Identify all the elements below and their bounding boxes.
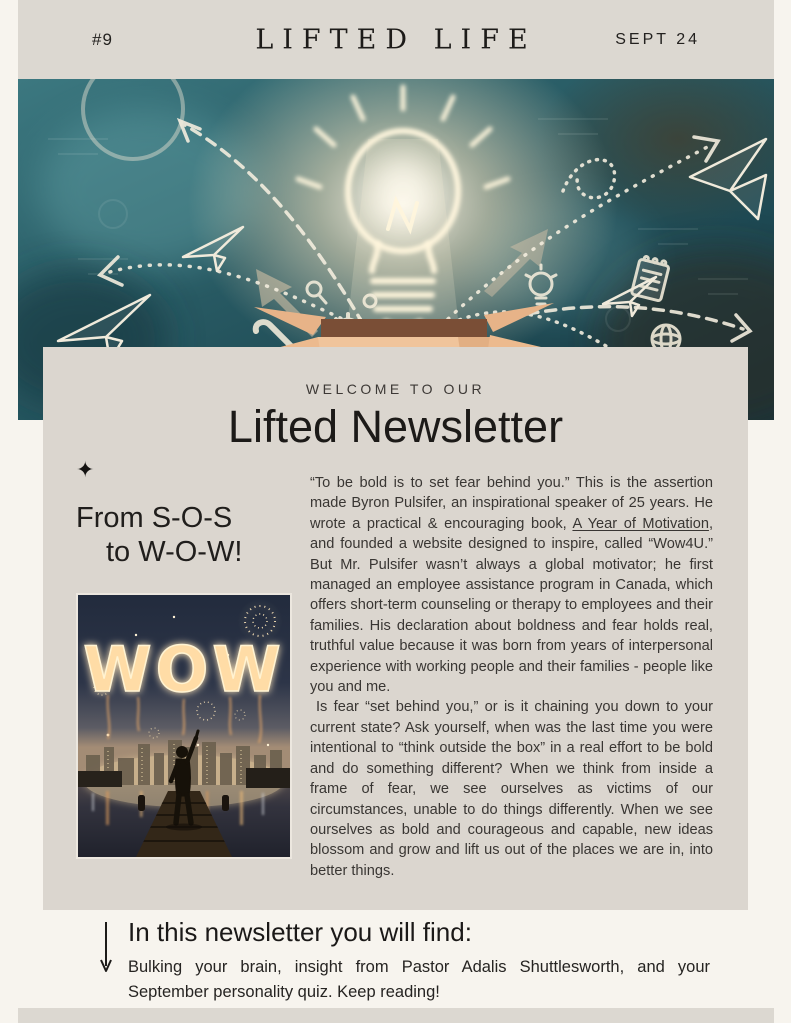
welcome-eyebrow: WELCOME TO OUR bbox=[305, 381, 486, 397]
toc-heading: In this newsletter you will find: bbox=[128, 917, 472, 947]
article-p1-text: “To be bold is to set fear behind you.” This is the assertion made Byron Pulsifer, an inspirational speaker of 25 years. He wrote a practical & encouraging book, bbox=[310, 475, 713, 532]
brand-wordmark: LIFTED LIFE bbox=[255, 24, 537, 55]
article-body bbox=[310, 473, 713, 881]
newsletter-title: Lifted Newsletter bbox=[227, 401, 564, 452]
wow-fireworks-image bbox=[76, 593, 292, 859]
article-paragraph-1 bbox=[310, 473, 713, 697]
header-band bbox=[18, 0, 774, 79]
article-paragraph-2: Is fear “set behind you,” or is it chaining you down to your current state? Ask yourself, when was the last time you were intentional to “think outside the box” in a real effort to be bold and do something different? When we think from inside a frame of fear, we see ourselves as victims of our circumstances, unable to do things differently. When we see ourselves as bold and courageous and capable, new ideas blossom and grow and lift us out of the places we are in, into better things. bbox=[310, 699, 713, 879]
welcome-card bbox=[43, 347, 748, 910]
article-p1-rest: , and founded a website designed to inspire, called “Wow4U.” But Mr. Pulsifer wasn’t always a global motivator; he first managed an employee assistance program in Canada, which offers short-term counseling or therapy to employees and their families. His declaration about boldness and fear holds real, truthful value because it was born from years of interpersonal experience with working people and their families - people like you and me. bbox=[310, 515, 713, 696]
feature-heading bbox=[76, 501, 242, 569]
book-title-link[interactable]: A Year of Motivation bbox=[572, 515, 709, 532]
wow-word: WOW bbox=[83, 633, 285, 706]
down-arrow-icon bbox=[97, 920, 115, 981]
issue-date: SEPT 24 bbox=[615, 30, 700, 48]
feature-heading-line2: to W-O-W! bbox=[106, 536, 243, 568]
sparkle-icon: ✦ bbox=[76, 457, 95, 482]
footer-band bbox=[18, 1008, 774, 1023]
toc-body: Bulking your brain, insight from Pastor Adalis Shuttlesworth, and your September personality quiz. Keep reading! bbox=[128, 958, 710, 1001]
issue-number: #9 bbox=[92, 29, 113, 49]
feature-heading-line1: From S-O-S bbox=[76, 502, 233, 534]
